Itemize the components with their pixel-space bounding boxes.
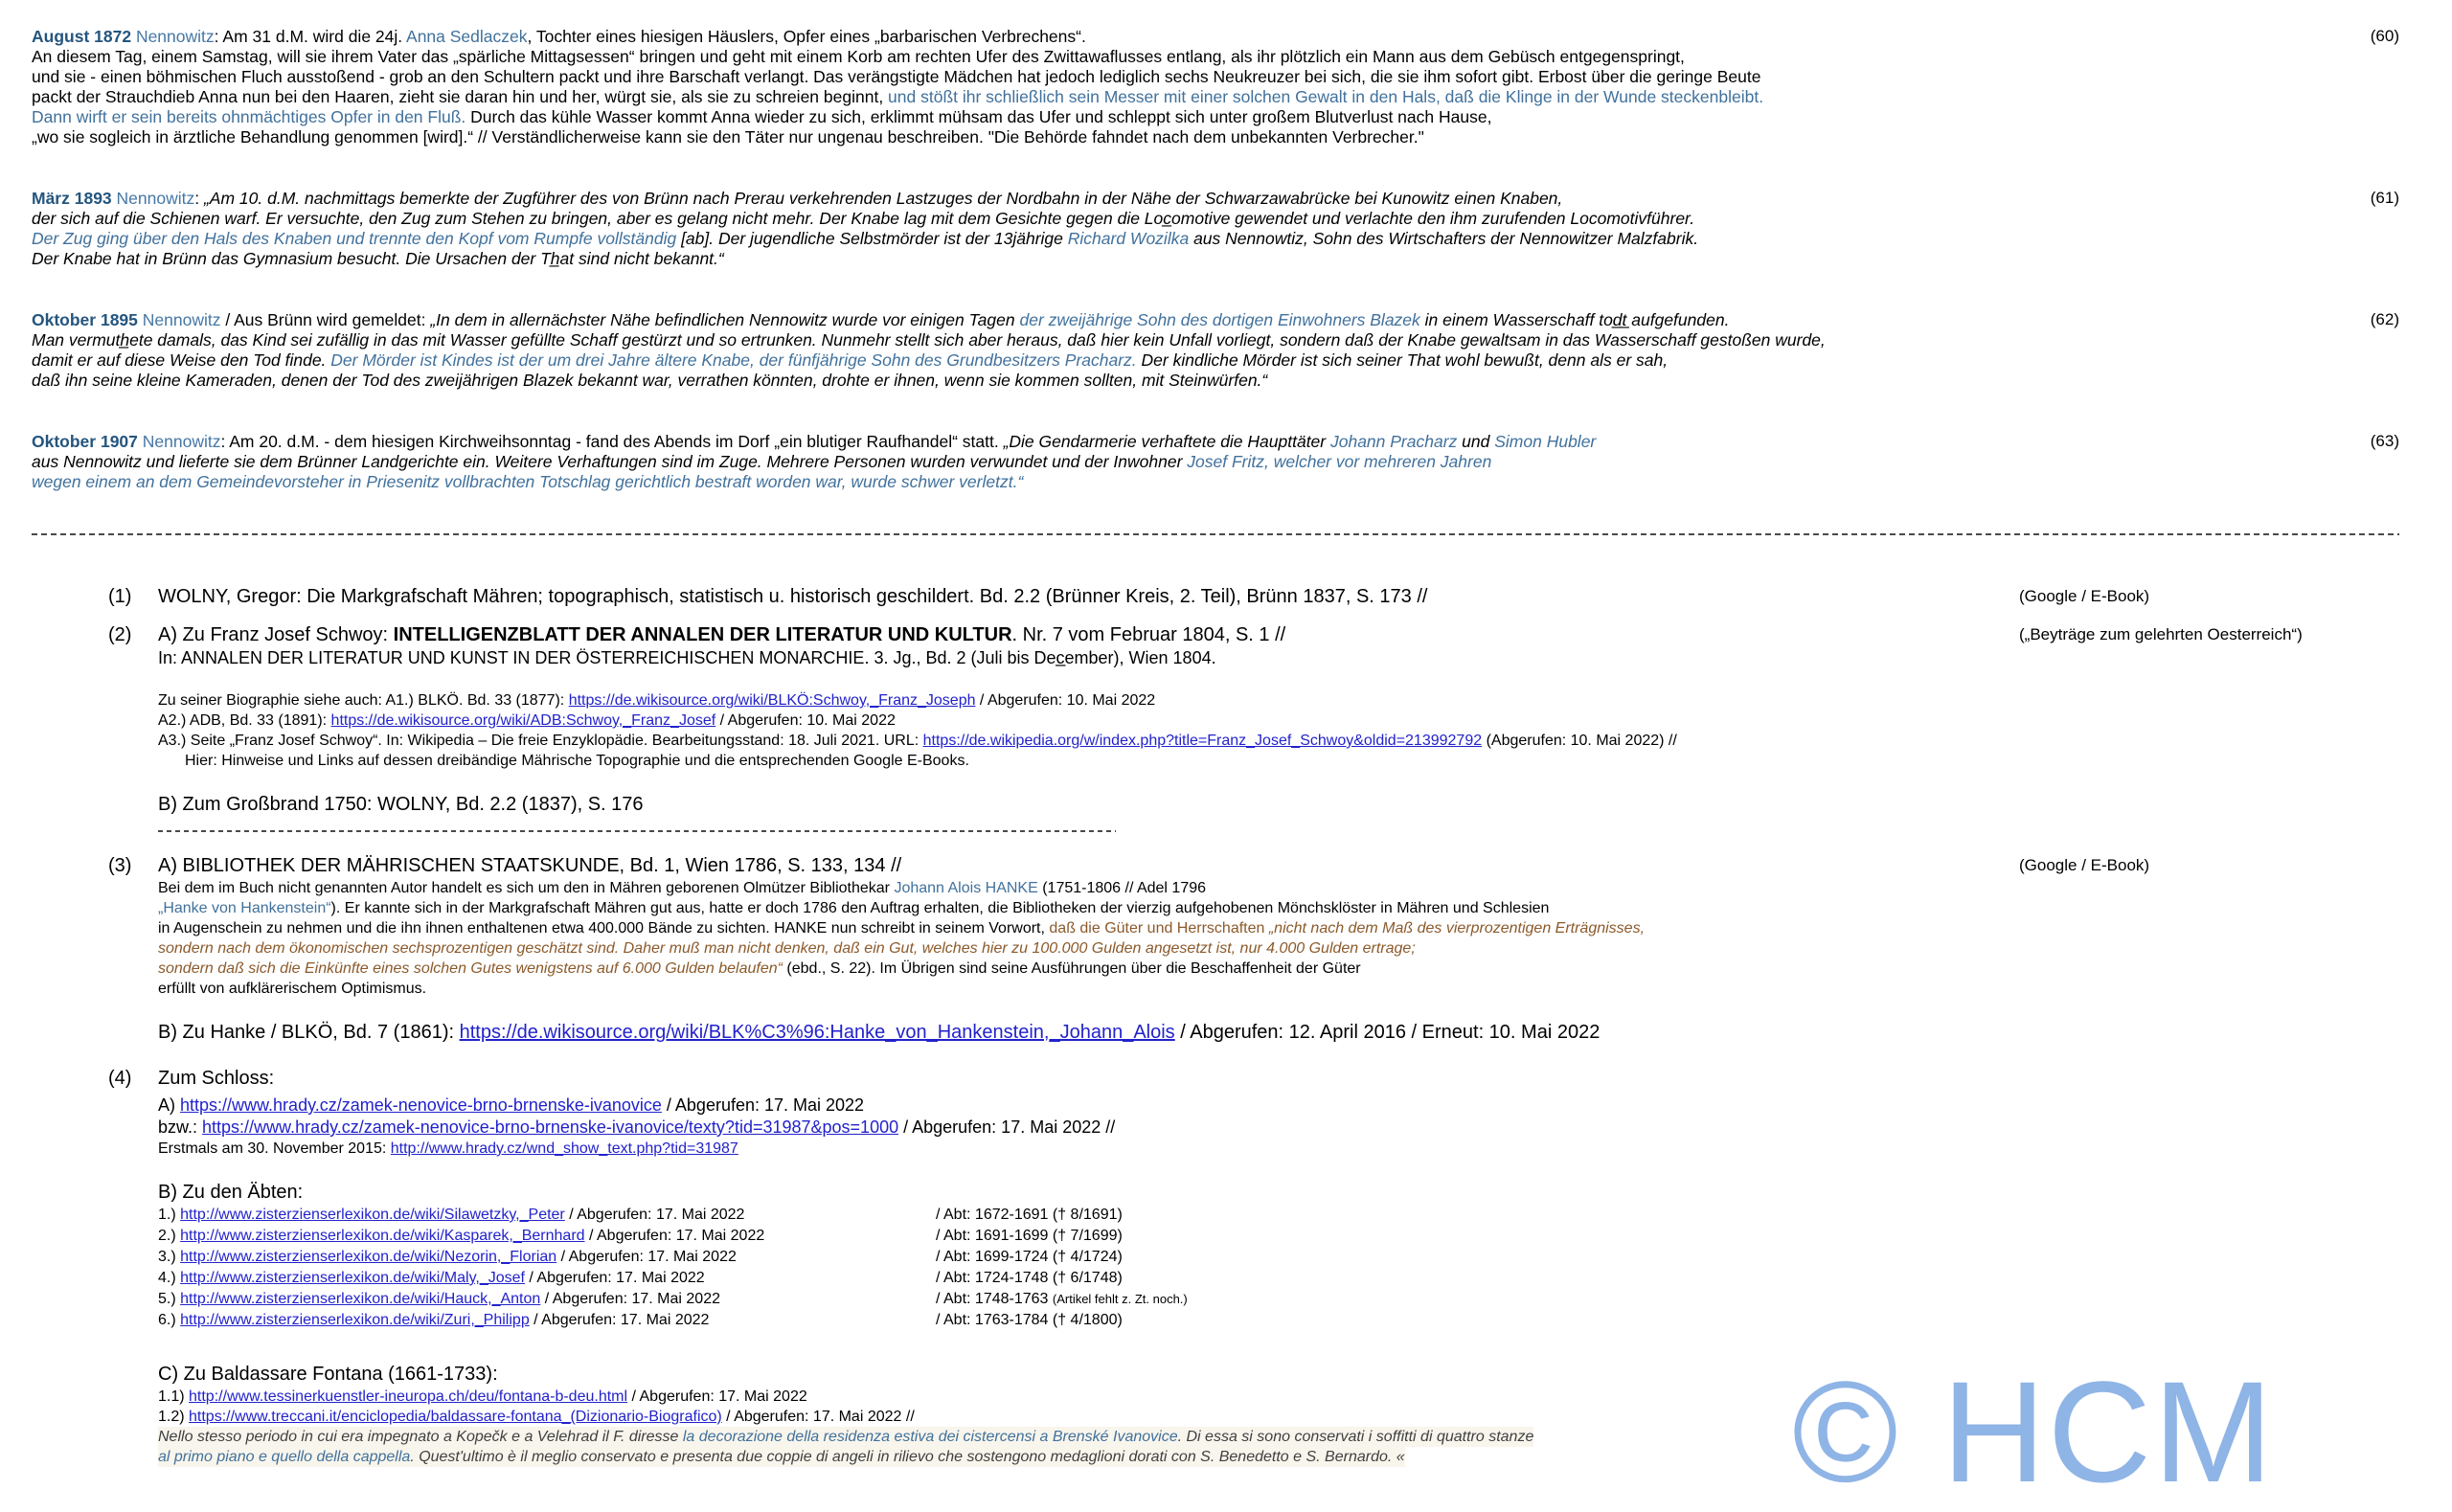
watermark: © HCM <box>1792 1351 2275 1512</box>
text-segment: / Abt: 1748-1763 <box>936 1291 1053 1307</box>
text-segment: / Abt: 1724-1748 († 6/1748) <box>936 1270 1123 1286</box>
text-segment: : Am 20. d.M. - dem hiesigen Kirchweihsonntag - fand des Abends im Dorf „ein blutiger Raufhandel“ statt. <box>220 432 1004 451</box>
text-segment: / Abgerufen: 10. Mai 2022 <box>975 692 1156 709</box>
text-segment: Oktober 1907 <box>32 432 143 451</box>
blank-line <box>32 1045 2399 1066</box>
abbot-link-column <box>158 1268 936 1289</box>
reference-row <box>108 853 2399 878</box>
hyperlink[interactable]: https://www.hrady.cz/zamek-nenovice-brno-brnenske-ivanovice/texty?tid=31987&pos=1000 <box>202 1117 899 1137</box>
hyperlink[interactable]: http://www.tessinerkuenstler-ineuropa.ch/deu/fontana-b-deu.html <box>189 1388 628 1405</box>
text-segment: „Am 10. d.M. nachmittags bemerkte der Zugführer des von Brünn nach Prerau verkehrenden Lastzuges der Nordbahn in der Nähe der Schwarzawabrücke bei Kunowitz einen Knaben, <box>203 189 1563 208</box>
reference-row <box>108 878 2399 898</box>
text-segment: / Abgerufen: 17. Mai 2022 <box>540 1291 720 1307</box>
hyperlink[interactable]: http://www.zisterzienserlexikon.de/wiki/Maly,_Josef <box>180 1270 525 1286</box>
abbot-link-column <box>158 1289 936 1310</box>
text-segment: „Die Gendarmerie verhaftete die Haupttäter <box>1003 432 1330 451</box>
abbot-term-column <box>936 1312 1123 1328</box>
reference-content <box>158 1362 498 1387</box>
abbot-term-column <box>936 1249 1123 1265</box>
hyperlink[interactable]: http://www.zisterzienserlexikon.de/wiki/Nezorin,_Florian <box>180 1249 557 1265</box>
blank-line <box>32 999 2399 1020</box>
dashed-separator <box>32 533 2399 535</box>
reference-row <box>108 751 2399 771</box>
reference-row <box>108 898 2399 918</box>
text-segment: und sie - einen böhmischen Fluch ausstoßend - grob an den Schultern packt und ihre Barschaft verlangt. Das verängstigte Mädchen hat jedoch lediglich sechs Neukreuzer bei sich, die sie ihm sofort gibt. Erbost über die geringe Beute <box>32 67 1761 86</box>
text-segment: „wo sie sogleich in ärztliche Behandlung genommen [wird].“ // Verständlicherweise kann sie den Täter nur ungenau beschreiben. "Die Behörde fahndet nach dem unbekannten Verbrecher." <box>32 127 1424 147</box>
text-segment: der zweijährige Sohn des dortigen Einwohners Blazek <box>1019 310 1425 329</box>
chronicle-entry <box>32 310 2399 391</box>
blank-line <box>32 832 2399 853</box>
text-segment: Man vermuth̲ete damals, das Kind sei zufällig in das mit Wasser gefüllte Schaff gestürzt und so ertrunken. Nunmehr stellt sich aber heraus, daß hier kein Unfall vorliegt, sondern daß der Knabe gewaltsam in das Wasserschaff gestoßen wurde, <box>32 330 1826 350</box>
text-segment: A3.) Seite „Franz Josef Schwoy“. In: Wikipedia – Die freie Enzyklopädie. Bearbeitungsstand: 18. Juli 2021. URL: <box>158 733 923 749</box>
blank-line <box>32 771 2399 792</box>
text-segment: INTELLIGENZBLATT DER ANNALEN DER LITERATUR UND KULTUR <box>393 624 1012 645</box>
text-segment: / Abt: 1691-1699 († 7/1699) <box>936 1228 1123 1244</box>
text-segment: A) Zu Franz Josef Schwoy: <box>158 624 394 645</box>
text-segment: . Nr. 7 vom Februar 1804, S. 1 // <box>1011 624 1286 645</box>
blank-line <box>32 1159 2399 1180</box>
reference-row <box>108 1268 2399 1289</box>
margin-ref-number: (60) <box>2370 27 2399 45</box>
chronicle-line <box>32 249 2332 269</box>
text-segment: Zum Schloss: <box>158 1068 275 1089</box>
reference-row <box>108 584 2399 609</box>
text-segment: / Abt: 1672-1691 († 8/1691) <box>936 1207 1123 1223</box>
reference-row <box>108 1066 2399 1091</box>
text-segment: erfüllt von aufklärerischem Optimismus. <box>158 981 427 997</box>
text-segment: 1.2) <box>158 1409 190 1425</box>
text-segment: Der Knabe hat in Brünn das Gymnasium besucht. Die Ursachen der Th̲at sind nicht bekannt.“ <box>32 249 724 268</box>
reference-content <box>158 751 969 771</box>
reference-content <box>158 1310 1123 1331</box>
text-segment: Richard Wozilka <box>1067 229 1190 248</box>
reference-content <box>158 878 1206 898</box>
source-format-note: (Google / E-Book) <box>2019 587 2150 605</box>
reference-content <box>158 731 1677 751</box>
text-segment: Anna Sedlaczek <box>406 27 528 46</box>
text-segment: . Di essa si sono conservati i soffitti di quattro stanze <box>1177 1429 1534 1445</box>
source-format-note: (Google / E-Book) <box>2019 856 2150 874</box>
text-segment: 3.) <box>158 1249 181 1265</box>
hyperlink[interactable]: http://www.hrady.cz/wnd_show_text.php?tid=31987 <box>390 1140 738 1157</box>
reference-content <box>158 1180 303 1205</box>
chronicle-line <box>32 189 2332 209</box>
reference-row <box>108 1095 2399 1117</box>
blank-line <box>32 817 2399 830</box>
chronicle-line <box>32 432 2332 452</box>
reference-content <box>158 938 1416 959</box>
text-segment: B) Zu Hanke / BLKÖ, Bd. 7 (1861): <box>158 1022 460 1043</box>
chronicle-line <box>32 67 2332 87</box>
text-segment: A) <box>158 1095 181 1115</box>
reference-content <box>158 1247 1123 1268</box>
reference-content <box>158 918 1645 938</box>
hyperlink[interactable]: https://de.wikisource.org/wiki/ADB:Schwoy,_Franz_Josef <box>330 712 716 729</box>
text-segment: 6.) <box>158 1312 181 1328</box>
text-segment: Durch das kühle Wasser kommt Anna wieder zu sich, erklimmt mühsam das Ufer und schleppt sich unter großem Blutverlust nach Hause, <box>465 107 1492 126</box>
text-segment: 4.) <box>158 1270 181 1286</box>
reference-content <box>158 898 1549 918</box>
text-segment: bzw.: <box>158 1117 203 1137</box>
text-segment: August 1872 <box>32 27 136 46</box>
text-segment: / Abgerufen: 17. Mai 2022 // <box>721 1409 915 1425</box>
hyperlink[interactable]: http://www.zisterzienserlexikon.de/wiki/Hauck,_Anton <box>180 1291 541 1307</box>
hyperlink[interactable]: https://de.wikipedia.org/w/index.php?title=Franz_Josef_Schwoy&oldid=213992792 <box>922 733 1483 749</box>
chronicle-entry <box>32 189 2399 269</box>
reference-content <box>158 1447 1405 1467</box>
hyperlink[interactable]: https://www.hrady.cz/zamek-nenovice-brno-brnenske-ivanovice <box>180 1095 662 1115</box>
reference-content <box>158 1387 807 1407</box>
text-segment: / Aus Brünn wird gemeldet: <box>220 310 431 329</box>
text-segment: Johann Pracharz <box>1329 432 1458 451</box>
text-segment: aus Nennowitz und lieferte sie dem Brünner Landgerichte ein. Weitere Verhaftungen sind im Zuge. Mehrere Personen wurden verwundet und der Inwohner <box>32 452 1188 471</box>
chronicle-line <box>32 350 2332 371</box>
text-segment: C) Zu Baldassare Fontana (1661-1733): <box>158 1364 498 1385</box>
text-segment: A) BIBLIOTHEK DER MÄHRISCHEN STAATSKUNDE, Bd. 1, Wien 1786, S. 133, 134 // <box>158 855 902 876</box>
text-segment: Der kindliche Mörder ist sich seiner That wohl bewußt, denn als er sah, <box>1136 350 1669 370</box>
text-segment: Nennowitz <box>142 432 221 451</box>
reference-content <box>158 711 896 731</box>
hyperlink[interactable]: https://www.treccani.it/enciclopedia/baldassare-fontana_(Dizionario-Biografico) <box>189 1409 722 1425</box>
text-segment: ). Er kannte sich in der Markgrafschaft Mähren gut aus, hatte er doch 1786 den Auftrag erhalten, die Bibliotheken der vierzig aufgehobenen Mönchsklöster in Mähren und Schlesien <box>330 900 1550 916</box>
reference-content <box>158 622 1285 647</box>
text-segment: / Abgerufen: 17. Mai 2022 <box>584 1228 765 1244</box>
text-segment: [ab]. Der jugendliche Selbstmörder ist der 13jährige <box>681 229 1068 248</box>
reference-content <box>158 959 1361 979</box>
text-segment: 1.) <box>158 1207 181 1223</box>
reference-row <box>108 979 2399 999</box>
text-segment: daß die Güter und Herrschaften <box>1049 920 1269 937</box>
reference-content <box>158 647 1216 669</box>
text-segment: Oktober 1895 <box>32 310 143 329</box>
text-segment: In: ANNALEN DER LITERATUR UND KUNST IN DER ÖSTERREICHISCHEN MONARCHIE. 3. Jg., Bd. 2 (Juli bis Dec̲ember), Wien 1804. <box>158 648 1216 667</box>
text-segment: Nennowitz <box>142 310 221 329</box>
abbot-link-column <box>158 1310 936 1331</box>
chronicle-entry <box>32 432 2399 492</box>
reference-row <box>108 1289 2399 1310</box>
text-segment: und <box>1457 432 1495 451</box>
text-segment: / Abgerufen: 12. April 2016 / Erneut: 10. Mai 2022 <box>1174 1022 1601 1043</box>
reference-content <box>158 1289 1188 1310</box>
chronicle-entry <box>32 27 2399 147</box>
reference-content <box>158 1066 274 1091</box>
text-segment: „nicht nach dem Maß des vierprozentigen Erträgnisses, <box>1268 920 1646 937</box>
text-segment: An diesem Tag, einem Samstag, will sie ihrem Vater das „spärliche Mittagsessen“ bringen und geht mit einem Korb am rechten Ufer des Zwittawaflusses entlang, als ihr plötzlich ein Mann aus dem Gebüsch entgegenspringt, <box>32 47 1685 66</box>
text-segment: 2.) <box>158 1228 181 1244</box>
abbot-link-column <box>158 1247 936 1268</box>
text-segment: Bei dem im Buch nicht genannten Autor handelt es sich um den in Mähren geborenen Olmützer Bibliothekar <box>158 880 895 896</box>
reference-row <box>108 1226 2399 1247</box>
chronicle-line <box>32 87 2332 107</box>
text-segment: Zu seiner Biographie siehe auch: A1.) BLKÖ. Bd. 33 (1877): <box>158 692 569 709</box>
text-segment: 5.) <box>158 1291 181 1307</box>
abbot-link-column <box>158 1205 936 1226</box>
reference-row <box>108 959 2399 979</box>
text-segment: daß ihn seine kleine Kameraden, denen der Tod des zweijährigen Blazek bekannt war, verrathen könnten, drohte er ihnen, wenn sie kommen sollten, mit Steinwürfen.“ <box>32 371 1268 390</box>
reference-row <box>108 1310 2399 1331</box>
text-segment: , Tochter eines hiesigen Häuslers, Opfer eines „barbarischen Verbrechens“. <box>527 27 1086 46</box>
text-segment: Nennowitz <box>116 189 195 208</box>
reference-content <box>158 690 1155 711</box>
abbot-term-column <box>936 1228 1123 1244</box>
hyperlink[interactable]: https://de.wikisource.org/wiki/BLKÖ:Schwoy,_Franz_Joseph <box>568 692 976 709</box>
text-segment: / Abgerufen: 17. Mai 2022 <box>627 1388 807 1405</box>
reference-content <box>158 1095 864 1117</box>
text-segment: „Hanke von Hankenstein“ <box>158 900 331 916</box>
abbot-term-column <box>936 1291 1188 1307</box>
reference-content <box>158 1226 1123 1247</box>
margin-ref-number: (61) <box>2370 189 2399 207</box>
chronicle-line <box>32 330 2332 350</box>
text-segment: Hier: Hinweise und Links auf dessen dreibändige Mährische Topographie und die entsprechenden Google E-Books. <box>185 753 969 769</box>
reference-number: (4) <box>108 1068 132 1089</box>
chronicle-line <box>32 209 2332 229</box>
text-segment: der sich auf die Schienen warf. Er versuchte, den Zug zum Stehen zu bringen, aber es gelang nicht mehr. Der Knabe lag mit dem Gesichte gegen die Loc̲omotive gewendet und verlachte den ihm zurufenden Locomotivführer. <box>32 209 1695 228</box>
blank-line <box>32 669 2399 690</box>
reference-content <box>158 1205 1123 1226</box>
text-segment: A2.) ADB, Bd. 33 (1891): <box>158 712 331 729</box>
text-segment: packt der Strauchdieb Anna nun bei den Haaren, zieht sie daran hin und her, würgt sie, als sie zu schreien beginnt, <box>32 87 889 106</box>
reference-row <box>108 711 2399 731</box>
text-segment: (Abgerufen: 10. Mai 2022) // <box>1482 733 1677 749</box>
text-segment: in Augenschein zu nehmen und die ihn ihnen enthaltenen etwa 400.000 Bände zu sichten. HANKE nun schreibt in seinem Vorwort, <box>158 920 1050 937</box>
text-segment: Johann Alois HANKE <box>894 880 1038 896</box>
chronicle-line <box>32 452 2332 472</box>
abbot-term-column <box>936 1207 1123 1223</box>
text-segment: / Abgerufen: 17. Mai 2022 // <box>898 1117 1116 1137</box>
reference-number: (1) <box>108 586 132 607</box>
text-segment: in einem Wasserschaff tod̲t̲ aufgefunden. <box>1424 310 1730 329</box>
text-segment: (Artikel fehlt z. Zt. noch.) <box>1052 1292 1188 1306</box>
text-segment: wegen einem an dem Gemeindevorsteher in Priesenitz vollbrachten Totschlag gerichtlich bestraft worden war, wurde schwer verletzt.“ <box>32 472 1024 491</box>
reference-content <box>158 1427 1533 1447</box>
reference-row <box>108 1020 2399 1045</box>
hyperlink[interactable]: http://www.zisterzienserlexikon.de/wiki/Silawetzky,_Peter <box>180 1207 565 1223</box>
chronicle-section <box>32 27 2399 492</box>
reference-row <box>108 792 2399 817</box>
reference-row <box>108 1139 2399 1159</box>
reference-row <box>108 918 2399 938</box>
text-segment: WOLNY, Gregor: Die Markgrafschaft Mähren; topographisch, statistisch u. historisch geschildert. Bd. 2.2 (Brünner Kreis, 2. Teil), Brünn 1837, S. 173 // <box>158 586 1428 607</box>
reference-row <box>108 938 2399 959</box>
text-segment: Der Mörder ist Kindes ist der um drei Jahre ältere Knabe, der fünfjährige Sohn des Grundbesitzers Pracharz. <box>330 350 1137 370</box>
reference-content <box>158 1139 738 1159</box>
margin-ref-number: (62) <box>2370 310 2399 328</box>
text-segment: : <box>194 189 204 208</box>
reference-row <box>108 690 2399 711</box>
text-segment: März 1893 <box>32 189 117 208</box>
hyperlink[interactable]: https://de.wikisource.org/wiki/BLK%C3%96:Hanke_von_Hankenstein,_Johann_Alois <box>459 1022 1175 1043</box>
text-segment: / Abgerufen: 17. Mai 2022 <box>524 1270 705 1286</box>
references-section <box>32 584 2399 1467</box>
abbot-link-column <box>158 1226 936 1247</box>
reference-content <box>158 853 901 878</box>
reference-content <box>158 1407 915 1427</box>
chronicle-line <box>32 127 2332 147</box>
text-segment: B) Zum Großbrand 1750: WOLNY, Bd. 2.2 (1837), S. 176 <box>158 794 644 815</box>
reference-row <box>108 1180 2399 1205</box>
text-segment: Dann wirft er sein bereits ohnmächtiges Opfer in den Fluß. <box>32 107 466 126</box>
text-segment: aus Nennowtiz, Sohn des Wirtschafters der Nennowitzer Malzfabrik. <box>1189 229 1699 248</box>
text-segment: / Abt: 1699-1724 († 4/1724) <box>936 1249 1123 1265</box>
abbot-term-column <box>936 1270 1123 1286</box>
text-segment: „In dem in allernächster Nähe befindlichen Nennowitz wurde vor einigen Tagen <box>430 310 1020 329</box>
reference-row <box>108 647 2399 669</box>
text-segment: / Abt: 1763-1784 († 4/1800) <box>936 1312 1123 1328</box>
reference-row <box>108 731 2399 751</box>
blank-line <box>32 609 2399 622</box>
text-segment: Nello stesso periodo in cui era impegnato a Kopečk e a Velehrad il F. diresse <box>158 1429 683 1445</box>
reference-content <box>158 792 644 817</box>
text-segment: Der Zug ging über den Hals des Knaben und trennte den Kopf vom Rumpfe vollständig <box>32 229 682 248</box>
text-segment: la decorazione della residenza estiva dei cistercensi a Brenské Ivanovice <box>682 1429 1178 1445</box>
hyperlink[interactable]: http://www.zisterzienserlexikon.de/wiki/Zuri,_Philipp <box>180 1312 530 1328</box>
chronicle-line <box>32 229 2332 249</box>
text-segment: Nennowitz <box>135 27 215 46</box>
text-segment: sondern nach dem ökonomischen sechsprozentigen geschätzt sind. Daher muß man nicht denken, daß ein Gut, welches hier zu 100.000 Gulden angesetzt ist, nur 4.000 Gulden ertrage; <box>158 940 1416 957</box>
text-segment: / Abgerufen: 17. Mai 2022 <box>556 1249 737 1265</box>
margin-ref-number: (63) <box>2370 432 2399 450</box>
reference-row <box>108 1205 2399 1226</box>
text-segment: (ebd., S. 22). Im Übrigen sind seine Ausführungen über die Beschaffenheit der Güter <box>782 960 1361 977</box>
reference-row <box>108 1117 2399 1139</box>
hyperlink[interactable]: http://www.zisterzienserlexikon.de/wiki/Kasparek,_Bernhard <box>180 1228 585 1244</box>
chronicle-line <box>32 47 2332 67</box>
reference-content <box>158 979 426 999</box>
text-segment: / Abgerufen: 17. Mai 2022 <box>661 1095 865 1115</box>
text-segment: Josef Fritz, welcher vor mehreren Jahren <box>1187 452 1492 471</box>
text-segment: Erstmals am 30. November 2015: <box>158 1140 391 1157</box>
reference-content <box>158 1268 1123 1289</box>
text-segment: sondern daß sich die Einkünfte eines solchen Gutes wenigstens auf 6.000 Gulden belaufen“ <box>158 960 783 977</box>
reference-content <box>158 1117 1115 1139</box>
text-segment: / Abgerufen: 17. Mai 2022 <box>564 1207 745 1223</box>
reference-row <box>108 1247 2399 1268</box>
text-segment: . Quest'ultimo è il meglio conservato e presenta due coppie di angeli in rilievo che sostengono medaglioni dorati con S. Benedetto e S. Bernardo. « <box>410 1449 1405 1465</box>
reference-number: (3) <box>108 855 132 876</box>
text-segment: 1.1) <box>158 1388 190 1405</box>
text-segment: (1751-1806 // Adel 1796 <box>1037 880 1207 896</box>
source-format-note: („Beyträge zum gelehrten Oesterreich“) <box>2019 625 2303 643</box>
text-segment: : Am 31 d.M. wird die 24j. <box>214 27 407 46</box>
text-segment: B) Zu den Äbten: <box>158 1182 304 1203</box>
text-segment: / Abgerufen: 10. Mai 2022 <box>715 712 896 729</box>
text-segment: damit er auf diese Weise den Tod finde. <box>32 350 331 370</box>
chronicle-line <box>32 472 2332 492</box>
reference-row <box>108 622 2399 647</box>
text-segment: und stößt ihr schließlich sein Messer mit einer solchen Gewalt in den Hals, daß die Klinge in der Wunde steckenbleibt. <box>888 87 1764 106</box>
reference-number: (2) <box>108 624 132 645</box>
chronicle-line <box>32 27 2332 47</box>
chronicle-line <box>32 371 2332 391</box>
chronicle-line <box>32 310 2332 330</box>
chronicle-line <box>32 107 2332 127</box>
reference-content <box>158 584 1427 609</box>
reference-content <box>158 1020 1600 1045</box>
text-segment: al primo piano e quello della cappella <box>158 1449 411 1465</box>
text-segment: Simon Hubler <box>1494 432 1597 451</box>
text-segment: / Abgerufen: 17. Mai 2022 <box>529 1312 710 1328</box>
